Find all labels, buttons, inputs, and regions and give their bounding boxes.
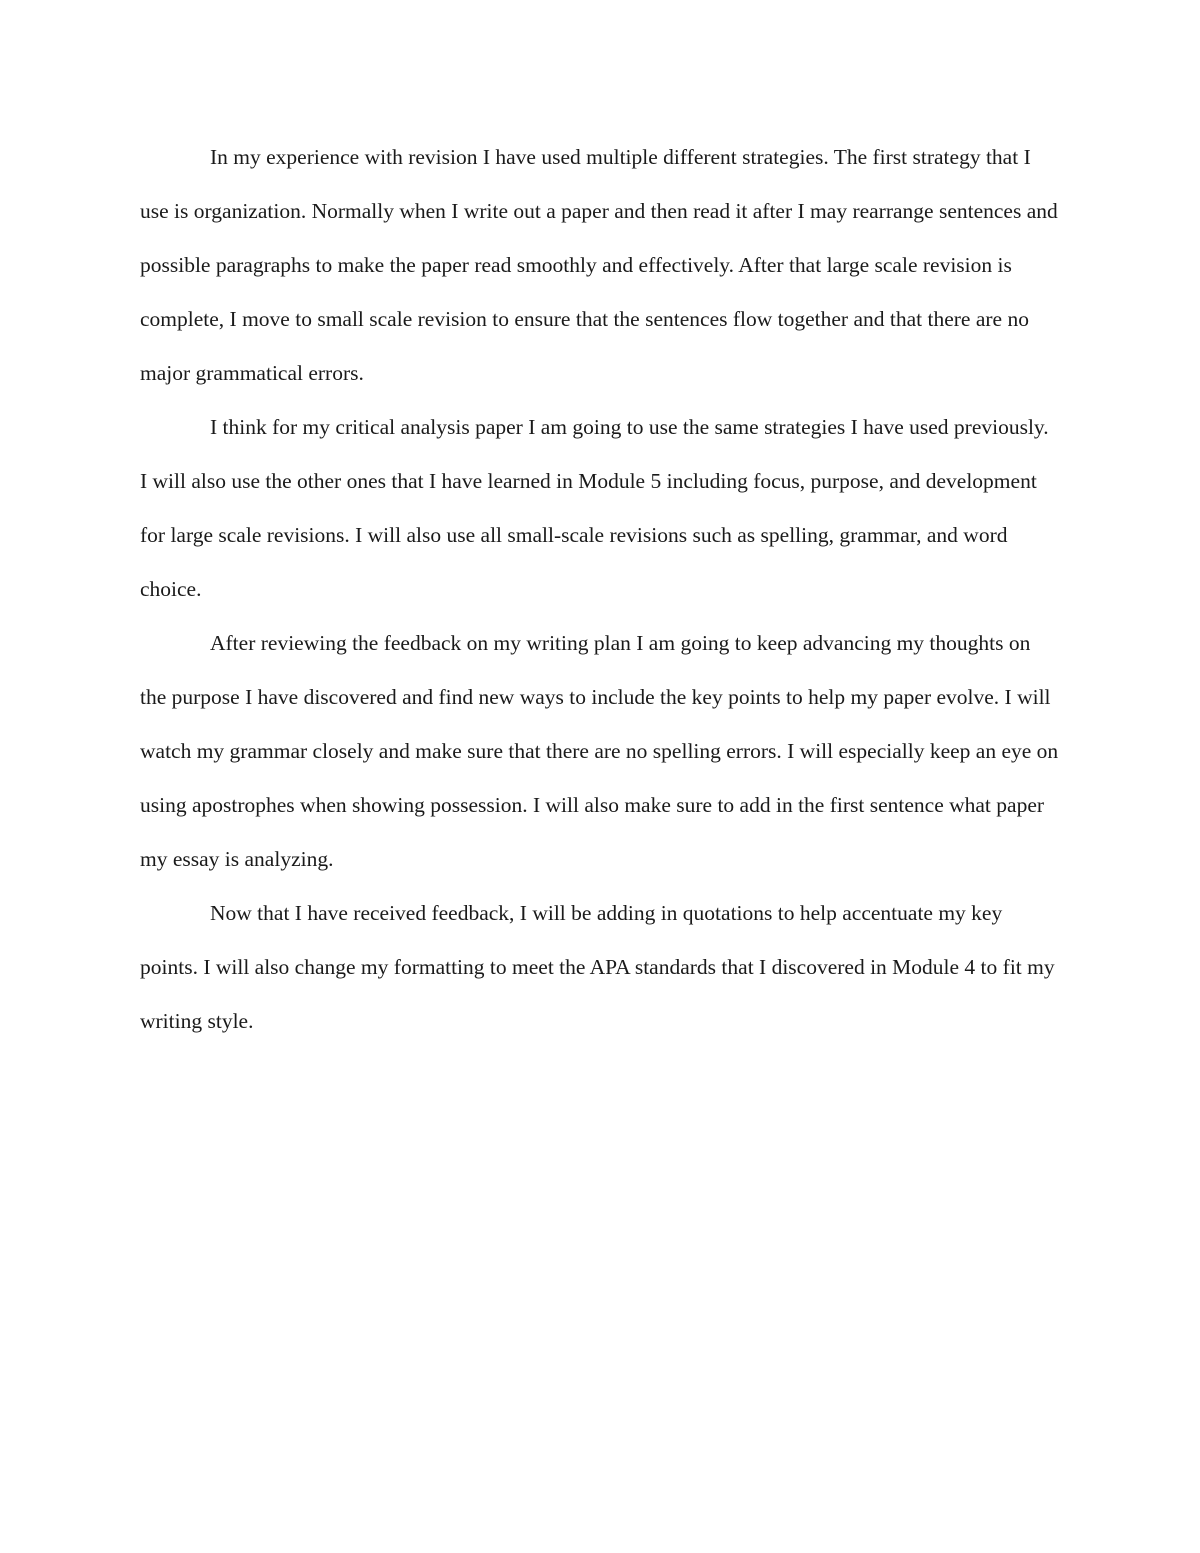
paragraph-2: I think for my critical analysis paper I am going to use the same strategies I have used previously. I will also use the other ones that I have learned in Module 5 including focus, purpose, and development for large scale revisions. I will also use all small-scale revisions such as spelling, grammar, and word choice. (140, 415, 1049, 601)
paragraph-4: Now that I have received feedback, I will be adding in quotations to help accentuate my key points. I will also change my formatting to meet the APA standards that I discovered in Module 4 to fit my writing style. (140, 901, 1055, 1033)
document-body (140, 130, 1060, 1048)
paragraph-3: After reviewing the feedback on my writing plan I am going to keep advancing my thoughts on the purpose I have discovered and find new ways to include the key points to help my paper evolve. I will watch my grammar closely and make sure that there are no spelling errors. I will especially keep an eye on using apostrophes when showing possession. I will also make sure to add in the first sentence what paper my essay is analyzing. (140, 631, 1059, 871)
paragraph-1: In my experience with revision I have used multiple different strategies. The first strategy that I use is organization. Normally when I write out a paper and then read it after I may rearrange sentences and possible paragraphs to make the paper read smoothly and effectively. After that large scale revision is complete, I move to small scale revision to ensure that the sentences flow together and that there are no major grammatical errors. (140, 145, 1058, 385)
